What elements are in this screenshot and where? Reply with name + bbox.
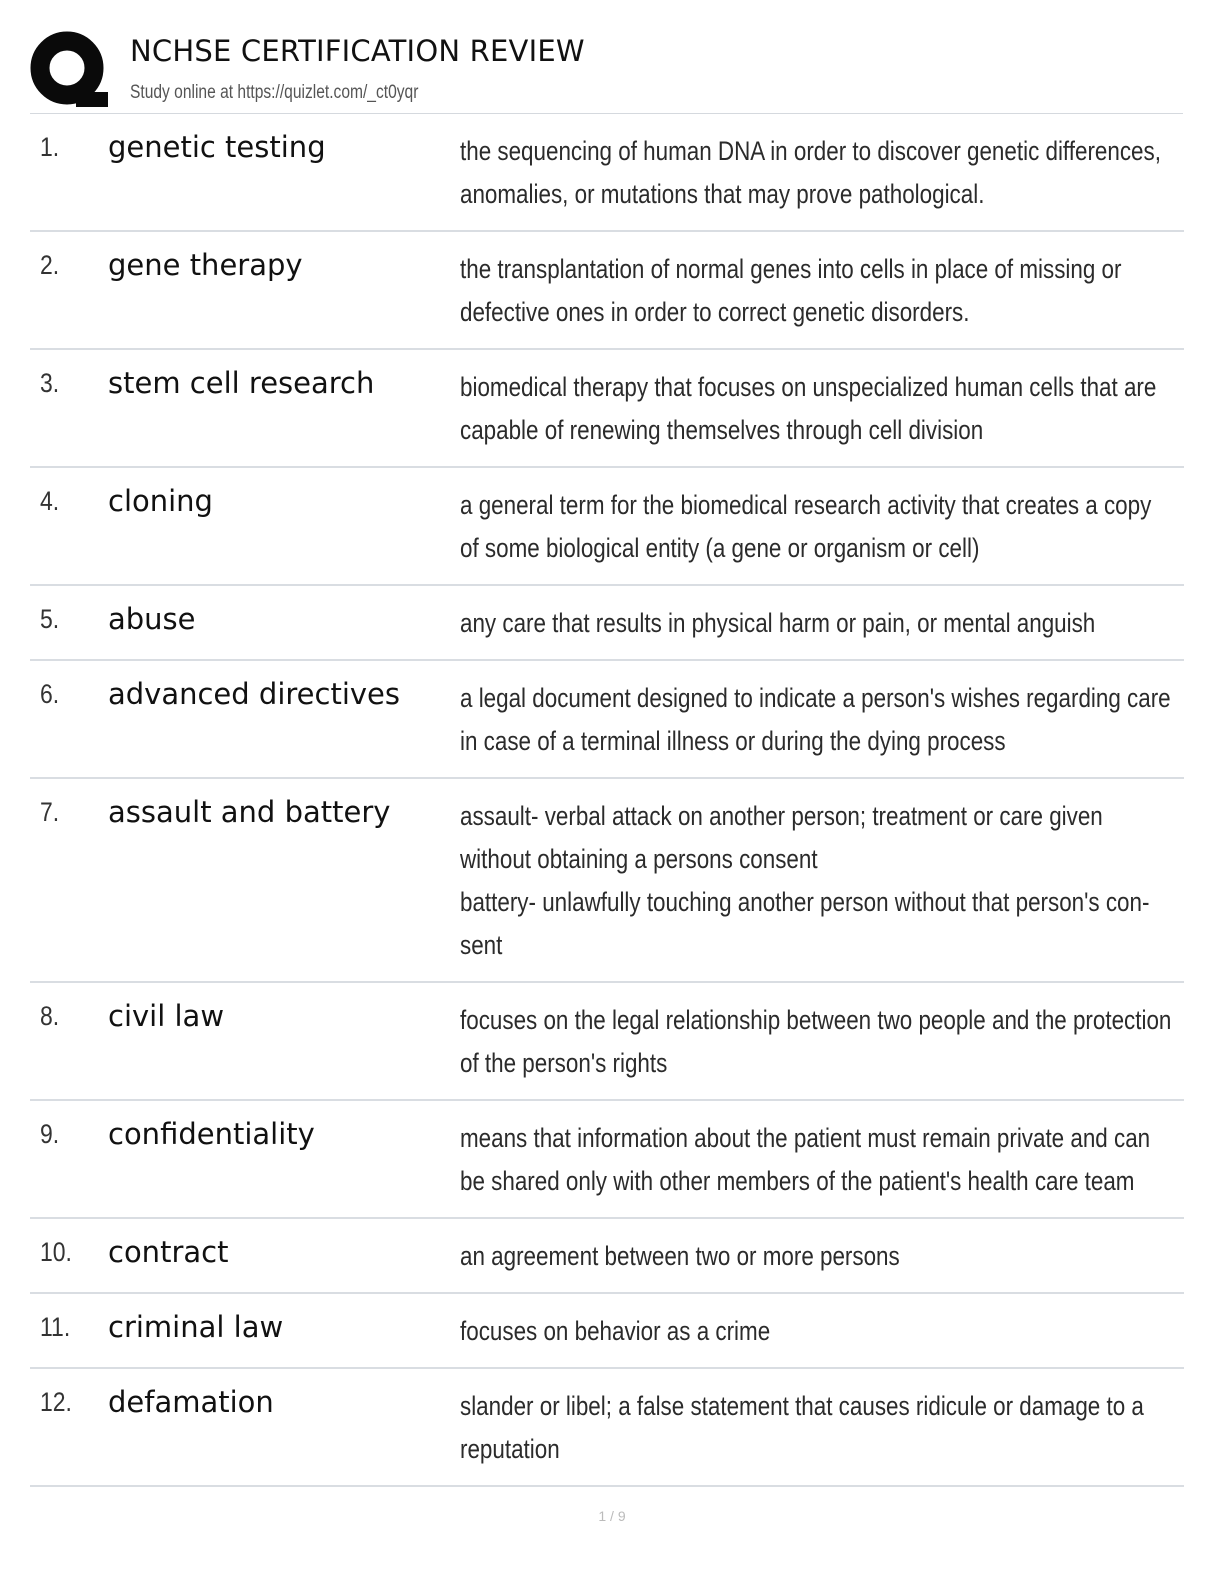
- card-definition: focuses on the legal relationship between two people and the protection of the person's rights: [460, 1005, 1172, 1078]
- flashcard-row: [30, 1294, 1184, 1369]
- card-term: cloning: [108, 484, 213, 518]
- flashcard-row: [30, 1101, 1184, 1219]
- card-definition: an agreement between two or more persons: [460, 1241, 900, 1271]
- card-term: assault and battery: [108, 795, 391, 829]
- card-term: abuse: [108, 602, 196, 636]
- card-number: 4.: [40, 486, 60, 516]
- card-number: 10.: [40, 1237, 72, 1267]
- card-definition: a legal document designed to indicate a person's wishes regarding care in case of a terminal illness or during the dying process: [460, 683, 1171, 756]
- flashcard-row: [30, 586, 1184, 661]
- document-title: NCHSE CERTIFICATION REVIEW: [130, 34, 585, 68]
- flashcard-row: [30, 114, 1184, 232]
- card-number: 7.: [40, 797, 60, 827]
- card-number: 9.: [40, 1119, 60, 1149]
- flashcard-row: [30, 350, 1184, 468]
- card-term: criminal law: [108, 1310, 284, 1344]
- card-term: defamation: [108, 1385, 274, 1419]
- card-number: 12.: [40, 1387, 72, 1417]
- card-number: 3.: [40, 368, 60, 398]
- flashcard-row: [30, 661, 1184, 779]
- document-header: [30, 28, 1190, 112]
- card-definition: a general term for the biomedical research activity that creates a copy of some biological entity (a gene or organism or cell): [460, 490, 1152, 563]
- flashcard-row: [30, 1219, 1184, 1294]
- card-number: 8.: [40, 1001, 60, 1031]
- card-number: 2.: [40, 250, 60, 280]
- card-number: 11.: [40, 1312, 71, 1342]
- quizlet-q-logo-icon: [30, 30, 110, 110]
- study-online-link[interactable]: Study online at https://quizlet.com/_ct0yqr: [130, 82, 419, 103]
- card-term: advanced directives: [108, 677, 400, 711]
- card-definition: the transplantation of normal genes into cells in place of missing or defective ones in order to correct genetic disorders.: [460, 254, 1122, 327]
- card-definition: assault- verbal attack on another person; treatment or care given without obtaining a persons consent battery- unlawfully touching another person without that person's con-sent: [460, 801, 1150, 960]
- flashcard-row: [30, 232, 1184, 350]
- flashcard-row: [30, 983, 1184, 1101]
- card-definition: focuses on behavior as a crime: [460, 1316, 771, 1346]
- card-definition: slander or libel; a false statement that causes ridicule or damage to a reputation: [460, 1391, 1144, 1464]
- card-number: 1.: [40, 132, 60, 162]
- flashcard-row: [30, 779, 1184, 983]
- card-number: 6.: [40, 679, 60, 709]
- card-term: confidentiality: [108, 1117, 315, 1151]
- card-term: genetic testing: [108, 130, 326, 164]
- card-number: 5.: [40, 604, 60, 634]
- card-term: stem cell research: [108, 366, 375, 400]
- flashcard-row: [30, 1369, 1184, 1487]
- flashcard-list: [30, 114, 1184, 1487]
- card-term: contract: [108, 1235, 229, 1269]
- card-definition: biomedical therapy that focuses on unspecialized human cells that are capable of renewing themselves through cell division: [460, 372, 1157, 445]
- page-number: 1 / 9: [598, 1508, 626, 1524]
- card-term: civil law: [108, 999, 225, 1033]
- card-term: gene therapy: [108, 248, 303, 282]
- card-definition: means that information about the patient must remain private and can be shared only with other members of the patient's health care team: [460, 1123, 1151, 1196]
- card-definition: any care that results in physical harm or pain, or mental anguish: [460, 608, 1096, 638]
- card-definition: the sequencing of human DNA in order to discover genetic differences, anomalies, or mutations that may prove pathological.: [460, 136, 1161, 209]
- flashcard-row: [30, 468, 1184, 586]
